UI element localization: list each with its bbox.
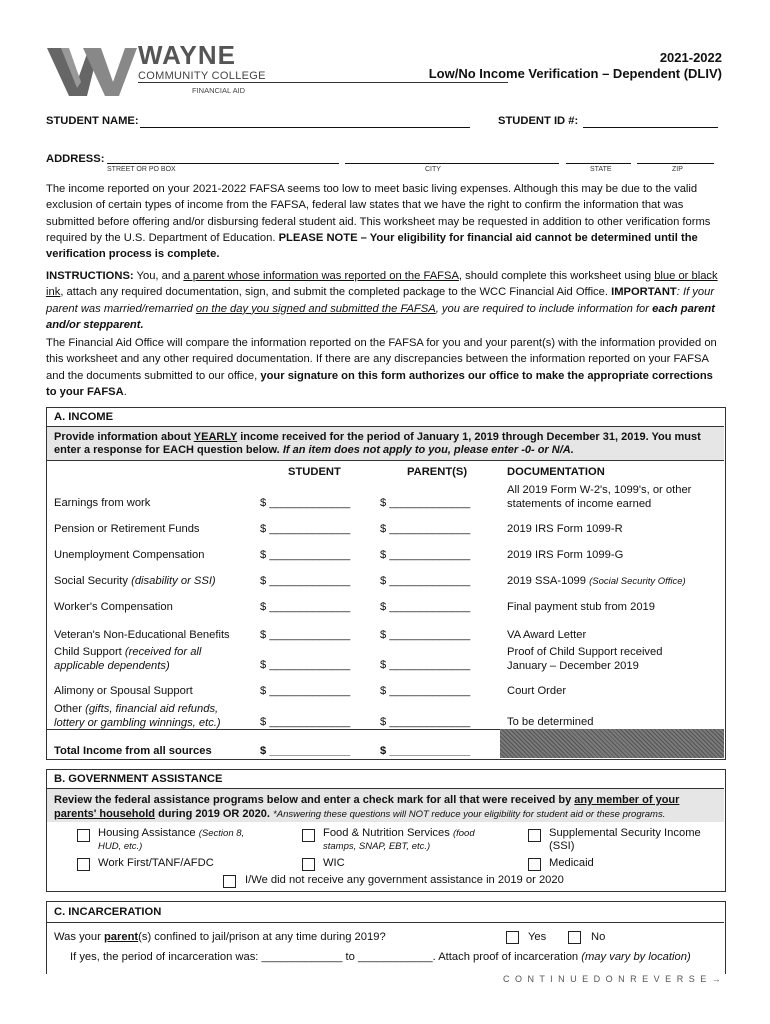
no-label: No: [591, 931, 606, 943]
student-id-field[interactable]: [583, 115, 718, 128]
housing-checkbox[interactable]: [77, 829, 90, 842]
income-row-doc: To be determined: [507, 716, 594, 728]
student-total-input[interactable]: $ _____________: [260, 745, 351, 757]
total-shaded-cell: [500, 729, 724, 758]
instr-text-c: , attach any required documentation, sign, and submit the completed package to the WCC Financial Aid Office.: [60, 286, 608, 299]
city-caption: CITY: [425, 166, 441, 173]
income-row-label-text: Social Security: [54, 575, 128, 587]
food-label: [323, 827, 498, 853]
parent-amount-input[interactable]: $ _____________: [380, 685, 471, 697]
intro-text: The income reported on your 2021-2022 FAFSA seems too low to meet basic living expenses. Although this may be due to the valid exclusion of certain types of income from the FAFSA, federal law states that we have the right to confirm the information that was submitted before offering and/or disbursing federal student aid. This worksheet may be requested in addition to other verification forms required by the U.S. Department of Education.: [46, 183, 711, 244]
no-assistance-label: I/We did not receive any government assistance in 2019 or 2020: [245, 874, 564, 886]
income-row-doc: 2019 IRS Form 1099-R: [507, 523, 623, 535]
student-amount-input[interactable]: $ _____________: [260, 575, 351, 587]
income-row-label: [54, 575, 216, 587]
instr-text-d: : If your parent was married/remarried: [46, 286, 715, 315]
income-row-doc: Final payment stub from 2019: [507, 601, 655, 613]
food-text: Food & Nutrition Services: [323, 827, 450, 839]
street-field[interactable]: [107, 151, 339, 164]
gov-instr-household: any member of your parents' household: [54, 794, 680, 820]
housing-label: [98, 827, 258, 853]
continued-on-reverse: C O N T I N U E D O N R E V E R S E →: [503, 974, 723, 984]
income-row-label-text: Other: [54, 703, 82, 715]
instr-text-a: You, and: [136, 270, 181, 282]
col-student-header: STUDENT: [288, 466, 341, 478]
income-row-doc: Proof of Child Support received January – December 2019: [507, 646, 663, 672]
wcc-logo-mark-icon: [47, 48, 137, 96]
parent-amount-input[interactable]: $ _____________: [380, 523, 471, 535]
form-title: Low/No Income Verification – Dependent (DLIV): [428, 66, 722, 81]
income-row-label: Unemployment Compensation: [54, 549, 205, 561]
housing-note: (Section 8, HUD, etc.): [98, 828, 245, 852]
income-row-doc: 2019 IRS Form 1099-G: [507, 549, 624, 561]
income-row-label: Veteran's Non-Educational Benefits: [54, 629, 230, 641]
income-row-label: Alimony or Spousal Support: [54, 685, 193, 697]
compare-period: .: [123, 385, 127, 398]
form-year: 2021-2022: [659, 50, 722, 65]
parent-amount-input[interactable]: $ _____________: [380, 716, 471, 728]
student-amount-input[interactable]: $ _____________: [260, 685, 351, 697]
government-heading: B. GOVERNMENT ASSISTANCE: [54, 773, 223, 785]
instr-underline-day: on the day you signed and submitted the FAFSA: [195, 302, 436, 315]
parent-amount-input[interactable]: $ _____________: [380, 575, 471, 587]
state-caption: STATE: [590, 166, 612, 173]
income-instructions: [54, 431, 719, 457]
student-id-label: STUDENT ID #:: [498, 115, 579, 127]
instructions-lead: INSTRUCTIONS:: [46, 270, 134, 282]
gov-instr-a: Review the federal assistance programs below and enter a check mark for all that were received by: [54, 794, 572, 806]
ssi-checkbox[interactable]: [528, 829, 541, 842]
student-amount-input[interactable]: $ _____________: [260, 629, 351, 641]
government-instructions: [54, 793, 719, 822]
instr-underline-parent: a parent whose information was reported on the FAFSA: [183, 270, 459, 282]
tanf-checkbox[interactable]: [77, 858, 90, 871]
gov-instr-note: *Answering these questions will NOT reduce your eligibility for student aid or these programs.: [273, 809, 666, 820]
incarceration-period: [70, 951, 691, 963]
instr-text-e: , you are required to include information for: [435, 302, 650, 315]
compare-text: The Financial Aid Office will compare the information reported on the FAFSA for you and your parent(s) with the information provided on this worksheet and any other required documentation. If there are any discrepancies between the information reported on your FAFSA and the documents submitted to our office,: [46, 337, 717, 382]
income-row-label: [54, 645, 244, 673]
student-amount-input[interactable]: $ _____________: [260, 497, 351, 509]
logo-department: FINANCIAL AID: [192, 86, 246, 95]
income-row-label: Pension or Retirement Funds: [54, 523, 200, 535]
tanf-label: Work First/TANF/AFDC: [98, 857, 214, 869]
income-row-label-note: (gifts, financial aid refunds, lottery or gambling winnings, etc.): [54, 703, 221, 729]
parent-amount-input[interactable]: $ _____________: [380, 497, 471, 509]
student-amount-input[interactable]: $ _____________: [260, 549, 351, 561]
compare-authorize: your signature on this form authorizes our office to make the appropriate corrections to your FAFSA: [46, 369, 713, 398]
medicaid-checkbox[interactable]: [528, 858, 541, 871]
gov-instr-b: during 2019 OR 2020.: [158, 808, 270, 820]
college-logo: [47, 40, 267, 100]
street-caption: STREET OR PO BOX: [107, 166, 176, 173]
intro-paragraph: [46, 181, 726, 262]
parent-total-input[interactable]: $ _____________: [380, 745, 471, 757]
incarceration-question: [54, 931, 386, 943]
income-row-doc-note: (Social Security Office): [589, 576, 686, 587]
income-row-doc: [507, 575, 686, 587]
income-row-doc: Court Order: [507, 685, 567, 697]
incar-q-a: Was your: [54, 931, 101, 943]
income-instr-c: If an item does not apply to you, please enter -0- or N/A.: [282, 444, 574, 456]
parent-amount-input[interactable]: $ _____________: [380, 629, 471, 641]
food-checkbox[interactable]: [302, 829, 315, 842]
logo-subtitle: COMMUNITY COLLEGE: [138, 70, 266, 82]
income-row-label-note: (disability or SSI): [131, 575, 216, 587]
instr-text-b: , should complete this worksheet using: [458, 270, 652, 282]
student-amount-input[interactable]: $ _____________: [260, 601, 351, 613]
parent-amount-input[interactable]: $ _____________: [380, 601, 471, 613]
student-amount-input[interactable]: $ _____________: [260, 523, 351, 535]
no-checkbox[interactable]: [568, 931, 581, 944]
incarceration-heading: C. INCARCERATION: [54, 906, 162, 918]
yes-label: Yes: [528, 931, 547, 943]
student-amount-input[interactable]: $ _____________: [260, 716, 351, 728]
instr-important: IMPORTANT: [611, 286, 677, 299]
state-field[interactable]: [566, 151, 631, 164]
col-parent-header: PARENT(S): [407, 466, 468, 478]
compare-paragraph: [46, 335, 726, 400]
parent-amount-input[interactable]: $ _____________: [380, 659, 471, 671]
incar-q-parent: parent: [103, 931, 139, 943]
income-row-label-note: (received for all applicable dependents): [54, 646, 202, 672]
yes-checkbox[interactable]: [506, 931, 519, 944]
incar-period-text: If yes, the period of incarceration was: _____________ to ____________. Attach proof of incarceration: [70, 951, 579, 963]
instructions-paragraph: [46, 268, 726, 333]
address-label: ADDRESS:: [46, 153, 105, 165]
wic-checkbox[interactable]: [302, 858, 315, 871]
income-row-doc: VA Award Letter: [507, 629, 587, 641]
student-name-label: STUDENT NAME:: [46, 115, 139, 127]
col-documentation-header: DOCUMENTATION: [507, 466, 605, 478]
income-row-doc-text: 2019 SSA-1099: [507, 575, 586, 587]
total-income-label: Total Income from all sources: [54, 745, 212, 757]
instr-each-parent: each parent and/or stepparent.: [46, 302, 715, 331]
income-instr-yearly: YEARLY: [193, 431, 238, 443]
parent-amount-input[interactable]: $ _____________: [380, 549, 471, 561]
wic-label: WIC: [323, 857, 345, 869]
medicaid-label: Medicaid: [549, 857, 594, 869]
logo-wordmark: WAYNE: [138, 40, 236, 70]
zip-caption: ZIP: [672, 166, 683, 173]
zip-field[interactable]: [637, 151, 714, 164]
income-row-label: Worker's Compensation: [54, 601, 173, 613]
income-instr-a: Provide information about: [54, 431, 191, 443]
income-row-label: Earnings from work: [54, 497, 151, 509]
incarceration-divider: [47, 922, 724, 923]
student-name-field[interactable]: [140, 115, 470, 128]
incar-period-note: (may vary by location): [581, 951, 691, 963]
incar-q-b: (s) confined to jail/prison at any time during 2019?: [138, 931, 386, 943]
city-field[interactable]: [345, 151, 559, 164]
housing-text: Housing Assistance: [98, 827, 196, 839]
no-assistance-checkbox[interactable]: [223, 875, 236, 888]
income-row-doc: All 2019 Form W-2's, 1099's, or other statements of income earned: [507, 484, 692, 510]
instr-underline-ink: blue or black ink: [46, 270, 718, 299]
income-instr-b: income received for the period of January 1, 2019 through December 31, 2019. You must enter a response for EACH question below.: [54, 431, 701, 456]
income-row-label: [54, 702, 244, 730]
student-amount-input[interactable]: $ _____________: [260, 659, 351, 671]
ssi-label: Supplemental Security Income (SSI): [549, 827, 701, 852]
intro-note: PLEASE NOTE – Your eligibility for financial aid cannot be determined until the verification process is complete.: [46, 231, 698, 261]
income-heading: A. INCOME: [54, 411, 114, 423]
income-row-label-text: Child Support: [54, 646, 122, 658]
logo-rule: [138, 82, 508, 83]
food-note: (food stamps, SNAP, EBT, etc.): [323, 828, 475, 852]
